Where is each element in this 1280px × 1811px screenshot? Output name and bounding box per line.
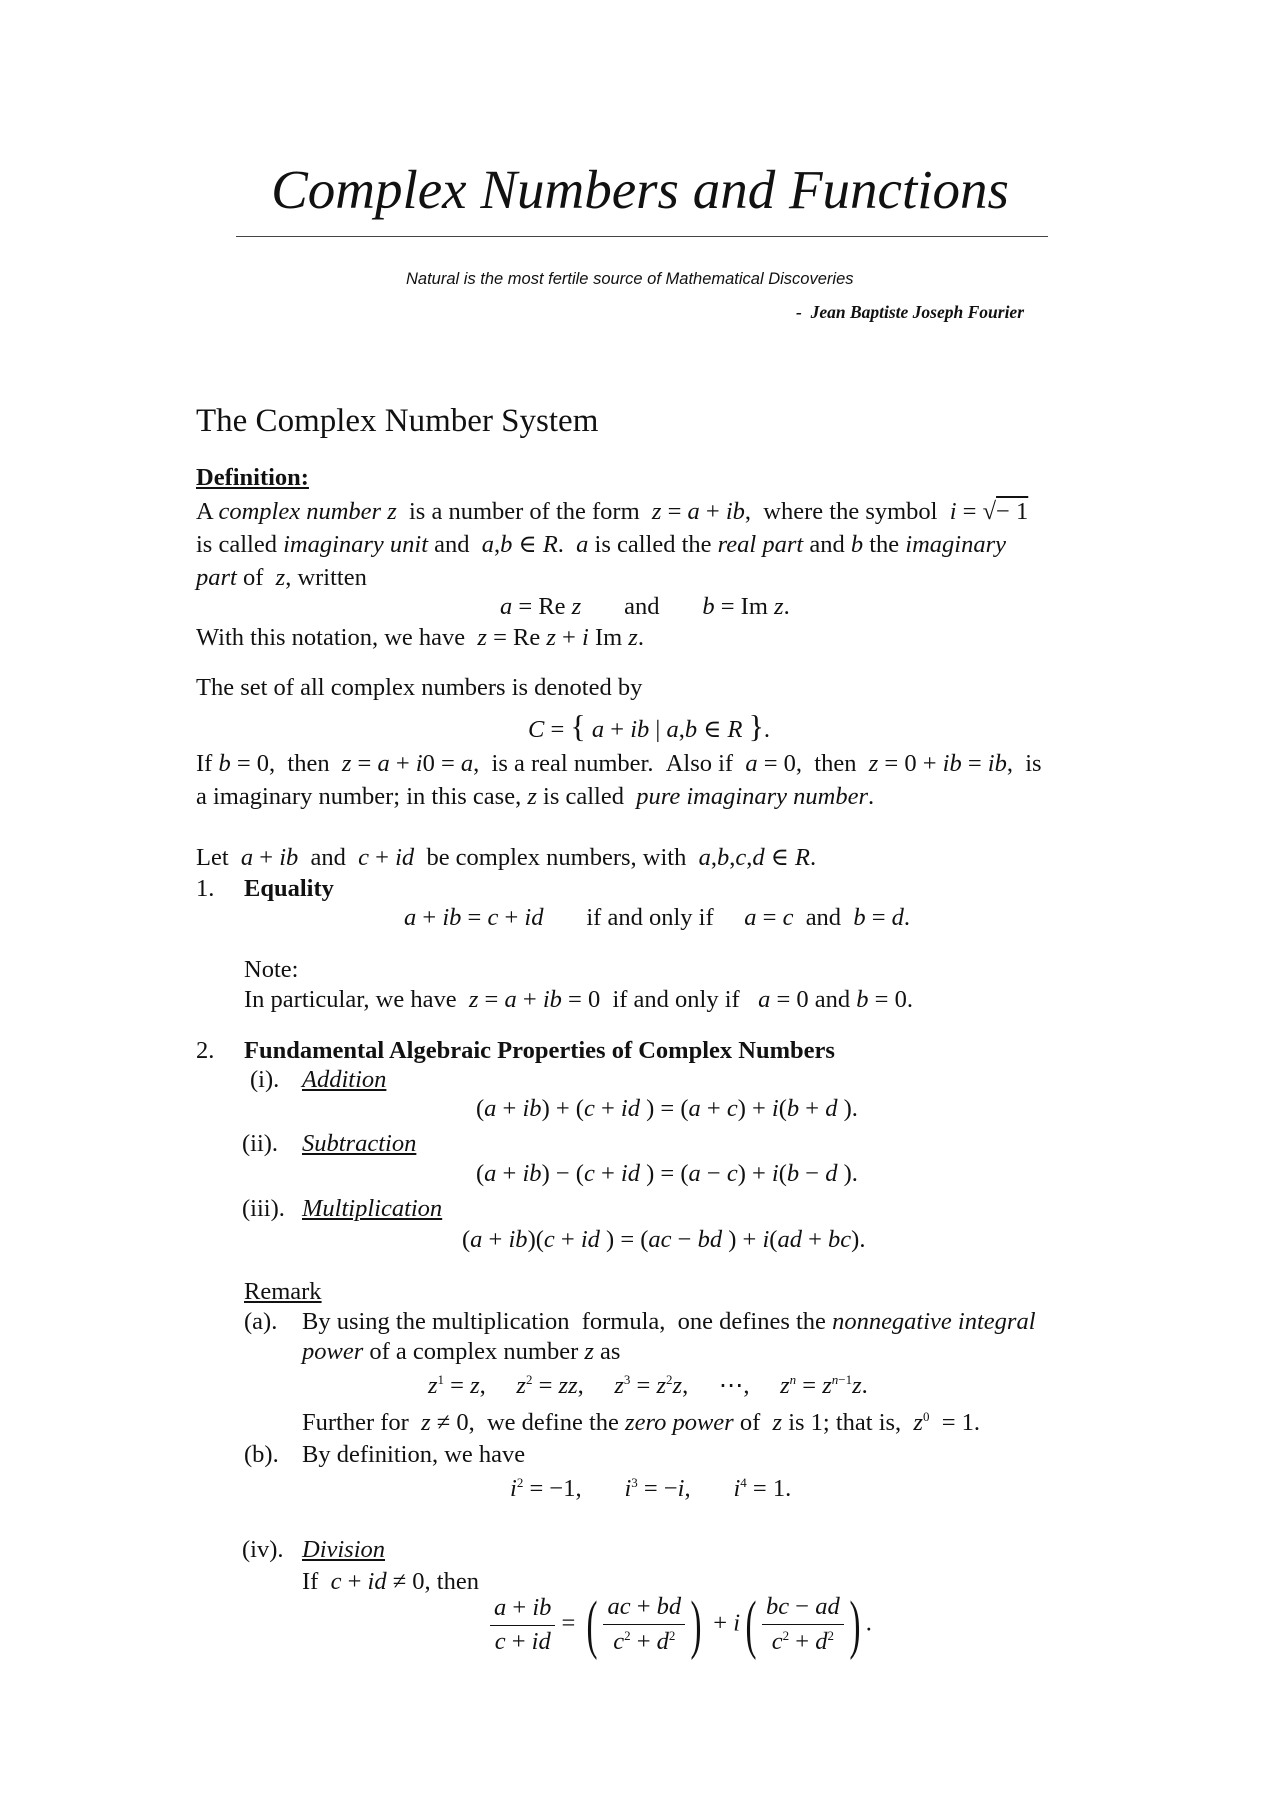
real-imag-line-2: a imaginary number; in this case, z is called pure imaginary number.: [196, 783, 875, 810]
subtraction-label: Subtraction: [302, 1130, 417, 1157]
set-formula: C = { a + ib | a,b ∈ R }.: [528, 708, 771, 744]
multiplication-formula: (a + ib)(c + id ) = (ac − bd ) + i(ad + bc).: [462, 1226, 866, 1253]
subtraction-number: (ii).: [242, 1130, 279, 1157]
epigraph-quote: Natural is the most fertile source of Mathematical Discoveries: [406, 270, 854, 288]
note-text: In particular, we have z = a + ib = 0 if and only if a = 0 and b = 0.: [244, 986, 913, 1013]
title-rule: [236, 236, 1048, 237]
remark-label: Remark: [244, 1278, 322, 1305]
addition-number: (i).: [250, 1066, 280, 1093]
remark-a-number: (a).: [244, 1308, 278, 1335]
equality-label: Equality: [244, 875, 334, 902]
author-dash: -: [796, 302, 802, 322]
division-condition: If c + id ≠ 0, then: [302, 1568, 479, 1595]
equality-formula: a + ib = c + id if and only if a = c and b = d.: [404, 904, 911, 931]
remark-a-line-1: By using the multiplication formula, one defines the nonnegative integral: [302, 1308, 1036, 1335]
re-im-formula: a = Re z and b = Im z.: [500, 593, 790, 620]
document-title: Complex Numbers and Functions: [271, 159, 1009, 220]
division-formula: $\frac{a + ib}{c + id}$ = ( $\frac{ac + bd}{c^2 + d^2}$ ) + i( $\frac{bc - ad}{c^2 + d^2}$ ) .: [490, 1592, 872, 1658]
definition-line-2: is called imaginary unit and a,b ∈ R. a is called the real part and b the imaginary: [196, 531, 1006, 558]
set-line: The set of all complex numbers is denoted by: [196, 674, 643, 701]
addition-formula: (a + ib) + (c + id ) = (a + c) + i(b + d ).: [476, 1095, 858, 1122]
definition-label: Definition:: [196, 464, 309, 491]
power-formula: $z^1 = z$, $z^2$ = zz, $z^3 = z^2z$, ⋯, $z^n = z^{n-1}z$.: [428, 1372, 868, 1400]
division-number: (iv).: [242, 1536, 284, 1563]
zero-power-line: Further for z ≠ 0, we define the zero power of z is 1; that is, $z^0 = 1$.: [302, 1409, 981, 1437]
definition-line-1: A complex number z is a number of the form z = a + ib, where the symbol i = √− 1: [196, 498, 1029, 525]
fundamental-label: Fundamental Algebraic Properties of Complex Numbers: [244, 1037, 835, 1064]
author-name: Jean Baptiste Joseph Fourier: [810, 302, 1025, 322]
i-powers-formula: $i^2 = -1$, $i^3 = -i$, $i^4 = 1$.: [510, 1475, 792, 1503]
division-label: Division: [302, 1536, 386, 1563]
remark-a-line-2: power of a complex number z as: [302, 1338, 621, 1365]
real-imag-line-1: If b = 0, then z = a + i0 = a, is a real number. Also if a = 0, then z = 0 + ib = ib, is: [196, 750, 1042, 777]
item-1-number: 1.: [196, 875, 215, 902]
multiplication-number: (iii).: [242, 1195, 285, 1222]
let-line: Let a + ib and c + id be complex numbers, with a,b,c,d ∈ R.: [196, 844, 817, 871]
definition-line-3: part of z, written: [196, 564, 367, 591]
subtraction-formula: (a + ib) − (c + id ) = (a − c) + i(b − d ).: [476, 1160, 858, 1187]
notation-line: With this notation, we have z = Re z + i Im z.: [196, 624, 644, 651]
note-label: Note:: [244, 956, 299, 983]
epigraph-author: [796, 302, 1024, 323]
remark-b-line: By definition, we have: [302, 1441, 526, 1468]
remark-b-number: (b).: [244, 1441, 279, 1468]
section-heading: The Complex Number System: [196, 403, 599, 439]
item-2-number: 2.: [196, 1037, 215, 1064]
multiplication-label: Multiplication: [302, 1195, 443, 1222]
addition-label: Addition: [302, 1066, 387, 1093]
